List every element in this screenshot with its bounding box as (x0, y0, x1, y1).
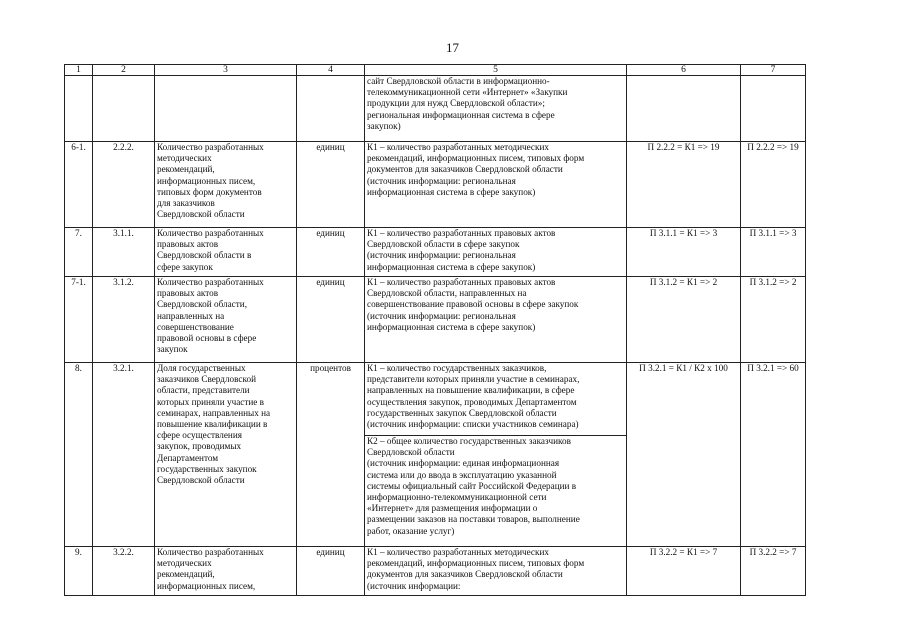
table-row (65, 547, 806, 596)
indicator-name: Количество разработанных правовых актов Свердловской области, направленных на совершенствование правовой основы в сфере закупок (155, 277, 297, 363)
row-number (65, 76, 93, 142)
row-code (93, 76, 155, 142)
unit: единиц (297, 228, 365, 277)
target-value: П 3.2.1 => 60 (741, 363, 806, 547)
indicator-table (64, 64, 806, 596)
calculation-source: К1 – количество разработанных правовых актов Свердловской области, направленных на совершенствование правовой основы в сфере закупок (источник информации: региональная информационная система в сфере закупок) (365, 277, 627, 363)
indicator-name: Количество разработанных методических рекомендаций, информационных писем, типовых форм документов для заказчиков Свердловской области (155, 142, 297, 228)
row-number: 9. (65, 547, 93, 596)
formula: П 2.2.2 = К1 => 19 (627, 142, 741, 228)
formula: П 3.2.1 = К1 / К2 х 100 (627, 363, 741, 547)
table-row (65, 277, 806, 363)
row-number: 7-1. (65, 277, 93, 363)
indicator-name: Количество разработанных методических рекомендаций, информационных писем, (155, 547, 297, 596)
indicator-name: Доля государственных заказчиков Свердловской области, представители которых приняли участие в семинарах, направленных на повышение квалификации в сфере осуществления закупок, проводимых Департаментом государственных закупок Свердловской области (155, 363, 297, 547)
column-header: 5 (365, 65, 627, 76)
formula (627, 76, 741, 142)
calculation-source: К1 – количество разработанных методических рекомендаций, информационных писем, типовых форм документов для заказчиков Свердловской области (источник информации: региональная информационная система в сфере закупок) (365, 142, 627, 228)
unit: единиц (297, 277, 365, 363)
calculation-source-k2: К2 – общее количество государственных заказчиков Свердловской области (источник информации: единая информационная система или до ввода в эксплуатацию указанной системы официальный сайт Российской Федерации в информационно-телекоммуникационной сети «Интернет» для размещения информации о размещении заказов на поставки товаров, выполнение работ, оказание услуг) (365, 436, 627, 547)
unit: единиц (297, 547, 365, 596)
calculation-source: К1 – количество разработанных методических рекомендаций, информационных писем, типовых форм документов для заказчиков Свердловской области (источник информации: (365, 547, 627, 596)
column-header: 7 (741, 65, 806, 76)
target-value: П 3.2.2 => 7 (741, 547, 806, 596)
row-number: 6-1. (65, 142, 93, 228)
column-header: 6 (627, 65, 741, 76)
unit (297, 76, 365, 142)
indicator-name: Количество разработанных правовых актов Свердловской области в сфере закупок (155, 228, 297, 277)
target-value (741, 76, 806, 142)
row-code: 3.2.1. (93, 363, 155, 547)
formula: П 3.1.1 = К1 => 3 (627, 228, 741, 277)
row-code: 3.2.2. (93, 547, 155, 596)
table-row (65, 228, 806, 277)
target-value: П 3.1.1 => 3 (741, 228, 806, 277)
formula: П 3.1.2 = К1 => 2 (627, 277, 741, 363)
table-row (65, 76, 806, 142)
column-header: 4 (297, 65, 365, 76)
row-code: 3.1.2. (93, 277, 155, 363)
row-code: 3.1.1. (93, 228, 155, 277)
indicator-name (155, 76, 297, 142)
table-row (65, 363, 806, 436)
column-header: 3 (155, 65, 297, 76)
formula: П 3.2.2 = К1 => 7 (627, 547, 741, 596)
table-row (65, 142, 806, 228)
calculation-source: К1 – количество государственных заказчиков, представители которых приняли участие в семинарах, направленных на повышение квалификации, в сфере осуществления закупок, проводимых Департаментом государственных закупок Свердловской области (источник информации: списки участников семинара) (365, 363, 627, 436)
row-code: 2.2.2. (93, 142, 155, 228)
unit: процентов (297, 363, 365, 547)
column-header: 2 (93, 65, 155, 76)
calculation-source: сайт Свердловской области в информационно- телекоммуникационной сети «Интернет» «Закупки продукции для нужд Свердловской области»; региональная информационная система в сфере закупок) (365, 76, 627, 142)
target-value: П 2.2.2 => 19 (741, 142, 806, 228)
column-header: 1 (65, 65, 93, 76)
target-value: П 3.1.2 => 2 (741, 277, 806, 363)
row-number: 8. (65, 363, 93, 547)
unit: единиц (297, 142, 365, 228)
row-number: 7. (65, 228, 93, 277)
column-header-row (65, 65, 806, 76)
page-number: 17 (446, 40, 459, 55)
calculation-source: К1 – количество разработанных правовых актов Свердловской области в сфере закупок (источник информации: региональная информационная система в сфере закупок) (365, 228, 627, 277)
